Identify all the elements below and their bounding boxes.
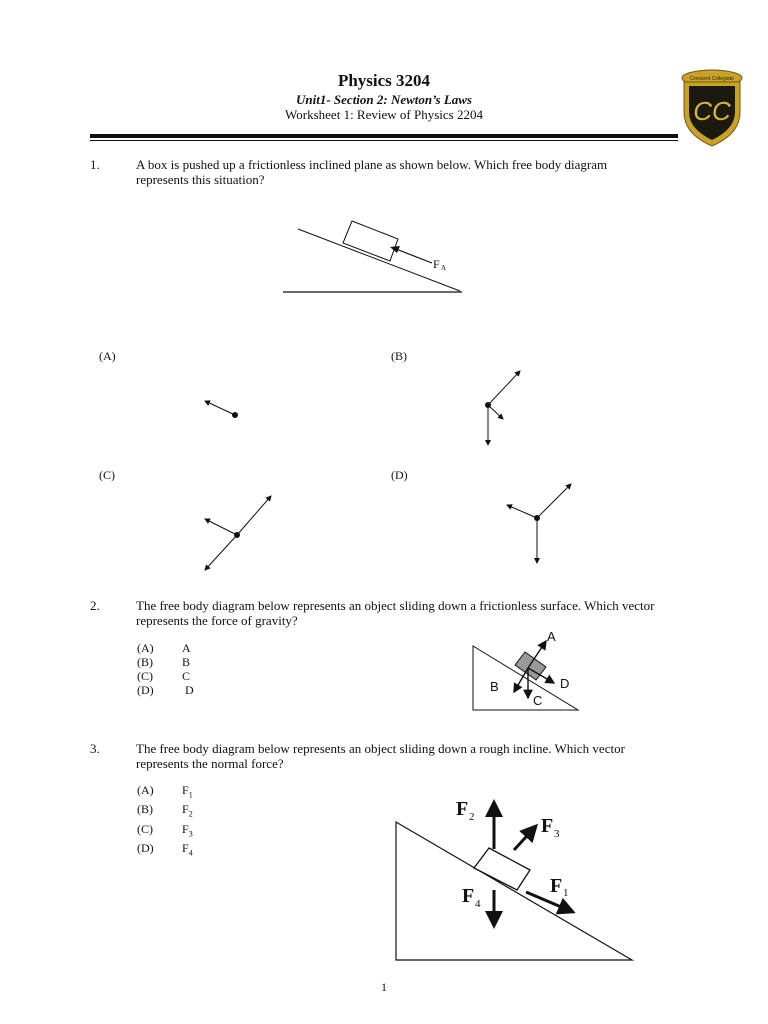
q2-label-a: A	[547, 629, 556, 644]
header-rule-thin	[90, 140, 678, 141]
q3-label-f4-sub: 4	[475, 898, 481, 910]
q3-label-f3: F	[541, 815, 554, 837]
q3-label-f2-sub: 2	[469, 811, 475, 823]
q3-incline-diagram	[390, 790, 640, 965]
q2-choice-a: (A) A	[137, 641, 191, 655]
q3-choice-b: (B) $F_2$	[137, 802, 193, 819]
q2-incline-diagram	[470, 628, 585, 713]
q2-label-c: C	[533, 693, 543, 708]
q2-choices	[137, 641, 194, 697]
q3-label-f3-sub: 3	[554, 828, 560, 840]
q1-fbd-b	[465, 365, 535, 450]
q1-option-c-label: (C)	[99, 468, 115, 482]
q1-option-b-label: (B)	[391, 349, 407, 363]
q3-number: 3.	[90, 741, 100, 756]
worksheet-title: Worksheet 1: Review of Physics 2204	[285, 107, 483, 122]
q3-choices	[137, 783, 193, 861]
unit-subtitle: Unit1- Section 2: Newton’s Laws	[296, 92, 472, 107]
q2-label-d: D	[560, 676, 570, 691]
q3-label-f4: F	[462, 885, 475, 907]
q3-choice-a: (A) $F_1$	[137, 783, 193, 800]
q1-fbd-d	[500, 478, 580, 568]
q2-choice-b: (B) B	[137, 655, 191, 669]
q1-force-label: F	[433, 257, 440, 271]
logo-monogram: CC	[693, 96, 731, 126]
page-title: Physics 3204	[337, 71, 431, 90]
q2-text: The free body diagram below represents an object sliding down a frictionless surface. Which vector represents the force of gravity?	[136, 598, 655, 628]
logo-text: Crescent Collegiate	[690, 76, 734, 82]
q2-choice-c: (C) C	[137, 669, 191, 683]
q3-label-f1-sub: 1	[563, 887, 569, 899]
q3-choice-d: (D) $F_4$	[137, 841, 193, 858]
q1-text: A box is pushed up a frictionless inclined plane as shown below. Which free body diagram represents this situation?	[136, 157, 608, 187]
q1-force-sub: A	[441, 264, 447, 272]
q1-number: 1.	[90, 157, 100, 172]
school-crest-logo	[678, 68, 746, 148]
q2-choice-d: (D) D	[137, 683, 194, 697]
page-number: 1	[381, 980, 387, 994]
q3-label-f2: F	[456, 798, 469, 820]
header-rule-thick	[90, 134, 678, 138]
q2-number: 2.	[90, 598, 100, 613]
q3-text: The free body diagram below represents an object sliding down a rough incline. Which vector represents the normal force?	[136, 741, 625, 771]
q3-label-f1: F	[550, 875, 563, 897]
q1-option-d-label: (D)	[391, 468, 408, 482]
q2-label-b: B	[490, 679, 499, 694]
q1-option-a-label: (A)	[99, 349, 116, 363]
q1-fbd-c	[195, 490, 280, 575]
q1-incline-diagram	[280, 215, 470, 300]
q3-choice-c: (C) $F_3$	[137, 821, 193, 839]
q1-fbd-a	[195, 388, 245, 423]
